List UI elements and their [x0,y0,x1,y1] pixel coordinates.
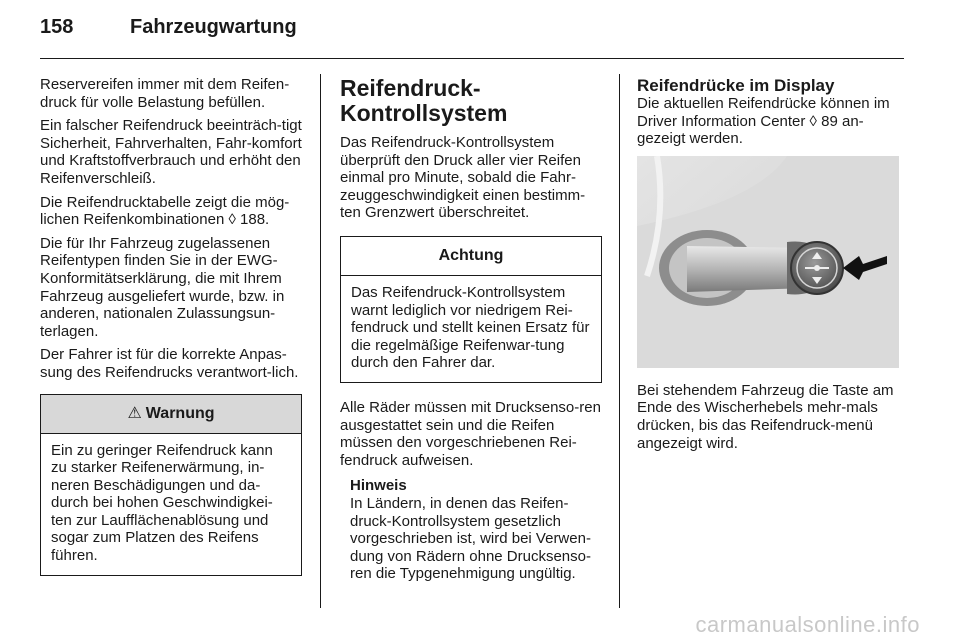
section-heading: Reifendrücke im Display [637,76,835,95]
page-header [40,16,297,46]
note-block [350,477,602,583]
column-3 [637,76,905,458]
caution-box [340,236,602,383]
paragraph: Der Fahrer ist für die korrekte Anpas-sung des Reifendrucks verantwort-lich. [40,346,299,381]
paragraph: Das Reifendruck-Kontrollsystem überprüft den Druck aller vier Reifen einmal pro Minute, sobald die Fahr-zeuggeschwindigkeit einen bestimm-ten Grenzwert überschreitet. [340,134,586,222]
warning-header [41,395,301,434]
warning-text: Ein zu geringer Reifendruck kann zu starker Reifenerwärmung, in-neren Beschädigungen und da-durch bei hohen Geschwindigkei-ten zur Laufflächenablösung und sogar zum Platzen des Reifens führen. [51,441,273,565]
page-number: 158 [40,16,74,38]
paragraph-cross-reference: Die Reifendrucktabelle zeigt die mög-lichen Reifenkombinationen ◊ 188. [40,193,290,229]
paragraph-cross-reference: Die aktuellen Reifendrücke können im Driver Information Center ◊ 89 an-gezeigt werden. [637,95,890,148]
paragraph: Alle Räder müssen mit Drucksenso-ren ausgestattet sein und die Reifen müssen den vorgeschriebenen Rei-fendruck aufweisen. [340,398,601,469]
note-title: Hinweis [350,477,407,495]
column-2 [340,76,602,583]
chapter-title: Fahrzeugwartung [130,16,297,38]
warning-box [40,394,302,576]
warning-icon: ⚠ [127,404,142,422]
header-rule [40,58,904,59]
caution-title: Achtung [341,237,601,276]
warning-title: Warnung [145,404,215,422]
paragraph: Reservereifen immer mit dem Reifen-druck für volle Belastung befüllen. [40,76,290,111]
caution-text: Das Reifendruck-Kontrollsystem warnt lediglich vor niedrigem Rei-fendruck und stellt keinen Ersatz für die regelmäßige Reifenwar-tung durch den Fahrer dar. [351,283,590,372]
paragraph: Bei stehendem Fahrzeug die Taste am Ende des Wischerhebels mehr-mals drücken, bis das Reifendruck-menü angezeigt wird. [637,381,894,452]
note-text: In Ländern, in denen das Reifen-druck-Kontrollsystem gesetzlich vorgeschrieben ist, wird bei Verwen-dung von Rädern ohne Drucksenso-ren die Typgenehmigung ungültig. [350,494,591,583]
column-divider-1 [320,74,321,608]
paragraph: Ein falscher Reifendruck beeinträch-tigt Sicherheit, Fahrverhalten, Fahr-komfort und Kraftstoffverbrauch und erhöht den Reifenverschleiß. [40,117,302,187]
column-1 [40,76,302,576]
wiper-lever-illustration [637,156,899,368]
paragraph: Die für Ihr Fahrzeug zugelassenen Reifentypen finden Sie in der EWG-Konformitätserklärung, die mit Ihrem Fahrzeug ausgeliefert wurde, bzw. in anderen, nationalen Zulassungsun-terlagen. [40,234,285,340]
column-divider-2 [619,74,620,608]
section-heading: Reifendruck-Kontrollsystem [340,75,508,126]
watermark: carmanualsonline.info [695,612,920,637]
